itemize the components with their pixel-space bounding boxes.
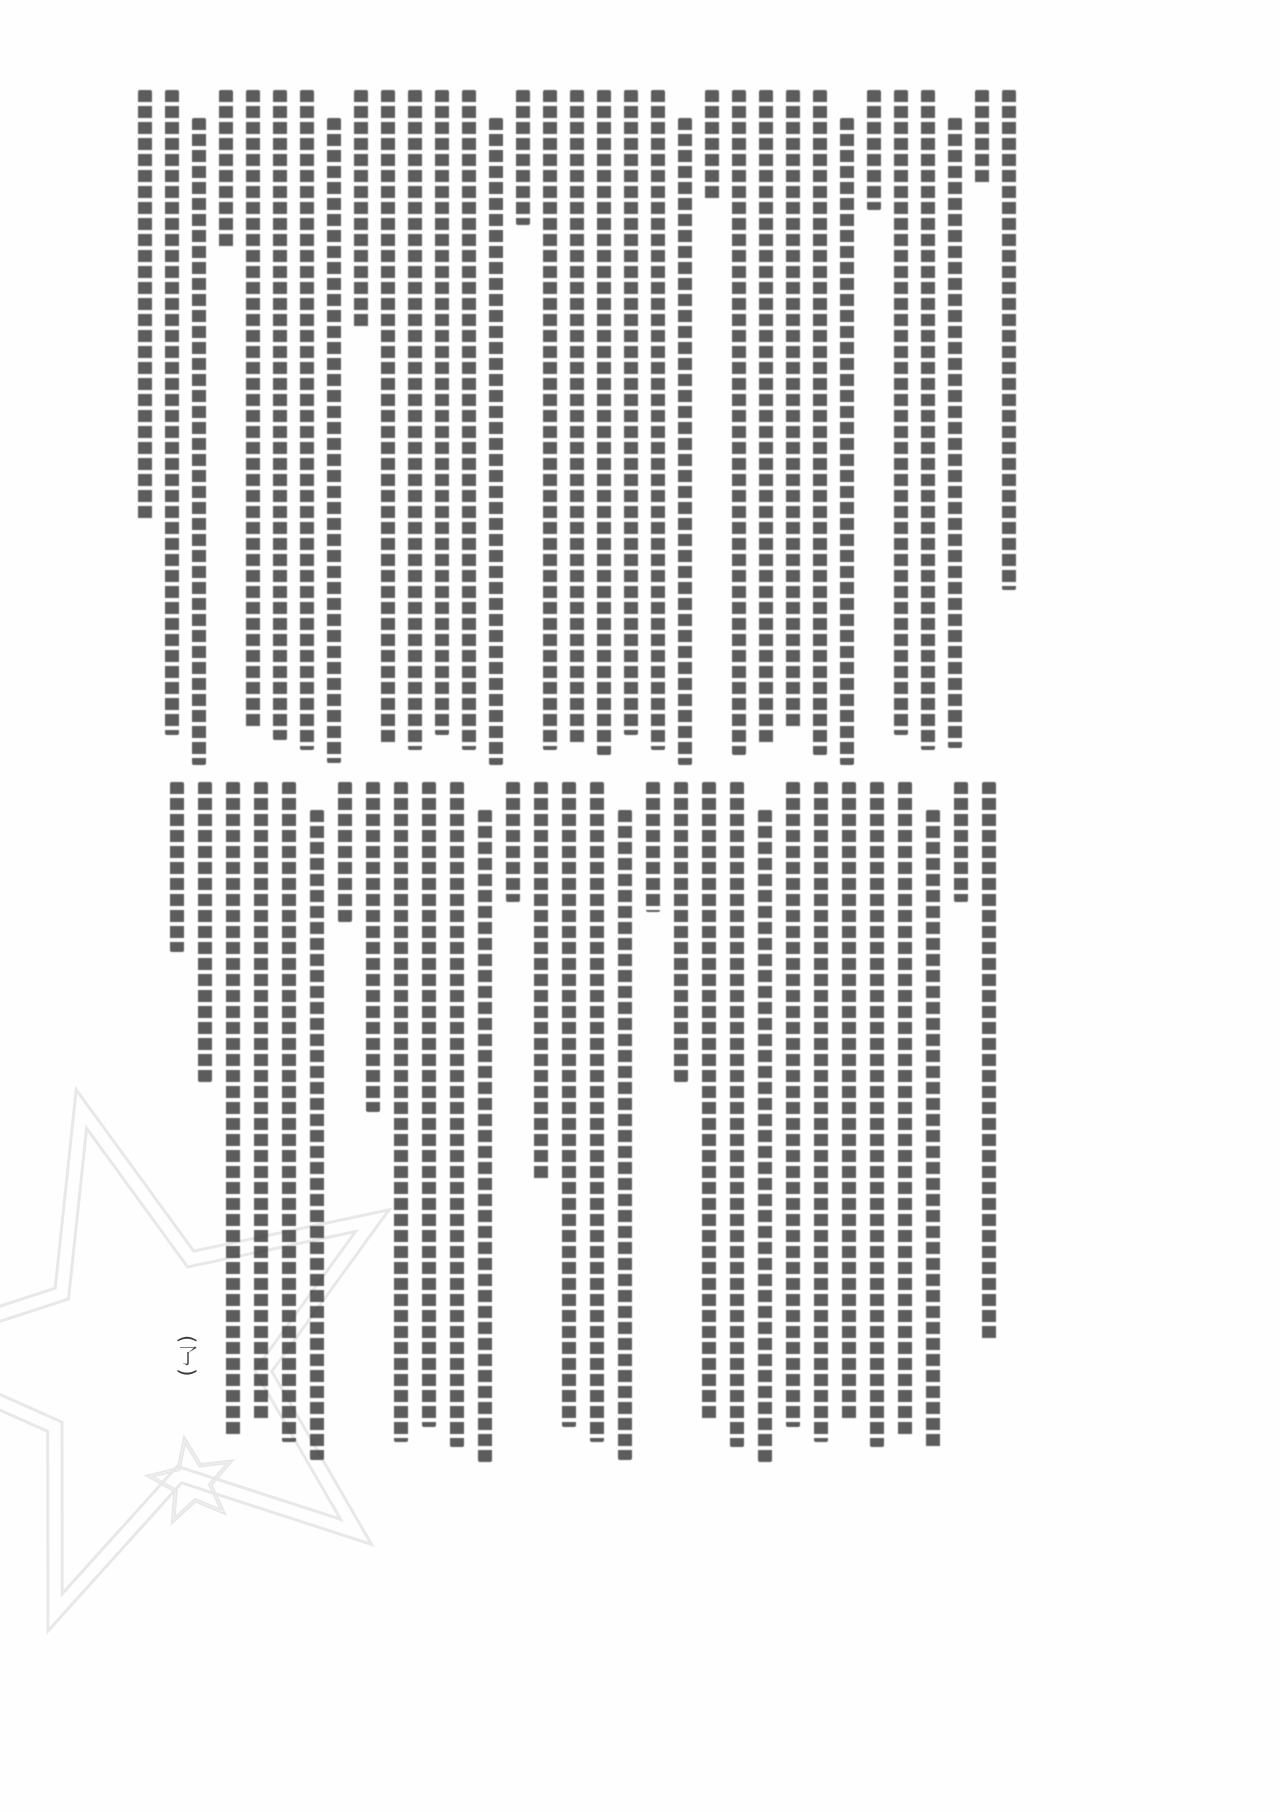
redacted-text-column [982, 782, 996, 1342]
redacted-text-column [226, 782, 240, 1437]
redacted-text-column [651, 90, 665, 750]
redacted-text-column [422, 782, 436, 1427]
redacted-text-column [300, 90, 314, 750]
redacted-text-column [813, 90, 827, 755]
redacted-text-column [870, 782, 884, 1447]
redacted-text-column [408, 90, 422, 750]
redacted-text-column [1002, 90, 1016, 590]
redacted-text-column [646, 782, 660, 912]
redacted-text-column [435, 90, 449, 735]
redacted-text-column [732, 90, 746, 755]
redacted-text-column [948, 118, 962, 748]
redacted-text-column [898, 782, 912, 1437]
redacted-text-column [758, 810, 772, 1462]
redacted-text-column [246, 90, 260, 730]
redacted-text-column [192, 118, 206, 765]
redacted-text-column [489, 118, 503, 765]
redacted-text-column [842, 782, 856, 1422]
redacted-text-column [138, 90, 152, 520]
redacted-text-column [894, 90, 908, 735]
end-mark: (了) [175, 1335, 199, 1379]
redacted-text-column [590, 782, 604, 1442]
redacted-text-column [516, 90, 530, 225]
redacted-text-column [759, 90, 773, 745]
redacted-text-column [840, 118, 854, 765]
redacted-text-column [354, 90, 368, 330]
redacted-text-column [310, 810, 324, 1460]
redacted-text-column [705, 90, 719, 200]
redacted-text-column [450, 782, 464, 1447]
redacted-text-column [562, 782, 576, 1427]
redacted-text-column [478, 810, 492, 1462]
redacted-text-column [506, 782, 520, 902]
redacted-text-column [624, 90, 638, 735]
redacted-text-column [170, 782, 184, 952]
redacted-text-column [678, 118, 692, 765]
redacted-text-column [338, 782, 352, 922]
redacted-text-column [327, 118, 341, 763]
redacted-text-column [570, 90, 584, 745]
redacted-text-column [786, 782, 800, 1427]
redacted-text-column [926, 810, 940, 1450]
redacted-text-column [165, 90, 179, 735]
redacted-text-column [702, 782, 716, 1422]
redacted-text-column [730, 782, 744, 1447]
text-block-top [138, 90, 1016, 765]
redacted-text-column [381, 90, 395, 745]
redacted-text-column [954, 782, 968, 902]
redacted-text-column [198, 782, 212, 1082]
redacted-text-column [366, 782, 380, 1112]
redacted-text-column [975, 90, 989, 185]
redacted-text-column [921, 90, 935, 750]
redacted-text-column [534, 782, 548, 1182]
redacted-text-column [254, 782, 268, 1422]
redacted-text-column [618, 810, 632, 1460]
redacted-text-column [219, 90, 233, 250]
redacted-text-column [543, 90, 557, 750]
redacted-text-column [814, 782, 828, 1442]
redacted-text-column [597, 90, 611, 755]
redacted-text-column [867, 90, 881, 210]
redacted-text-column [462, 90, 476, 750]
text-block-bottom [170, 782, 996, 1462]
redacted-text-column [282, 782, 296, 1442]
redacted-text-column [394, 782, 408, 1442]
redacted-text-column [786, 90, 800, 730]
redacted-text-column [674, 782, 688, 1082]
redacted-text-column [273, 90, 287, 740]
